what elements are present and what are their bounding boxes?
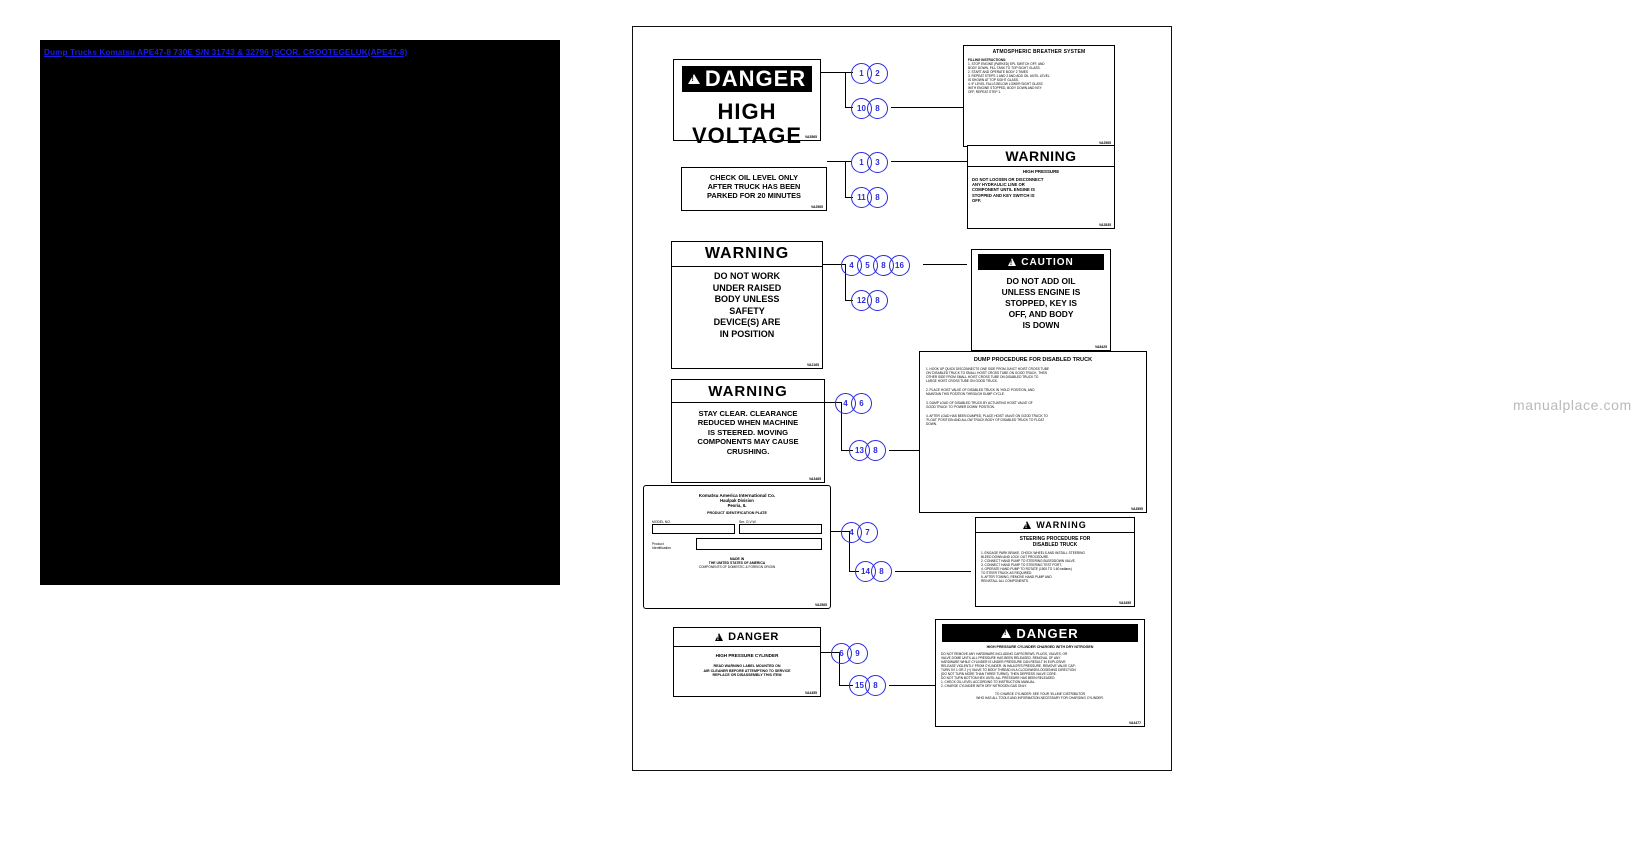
balloon[interactable]: 14	[855, 561, 876, 582]
callout-5[interactable]	[841, 255, 910, 276]
balloon[interactable]: 4	[835, 393, 856, 414]
leader-line	[923, 264, 967, 265]
balloon[interactable]: 16	[889, 255, 910, 276]
balloon[interactable]: 6	[851, 393, 872, 414]
plate-line: 1. STOP ENGINE (PARKED) EPL SWITCH OFF, AND	[968, 62, 1045, 66]
plate-banner-label: CAUTION	[1021, 256, 1074, 268]
plate-line: STOPPED, KEY IS	[1005, 298, 1077, 308]
plate-line: WITH ENGINE STOPPED, BODY DOWN AND KEY	[968, 86, 1042, 90]
warning-triangle-icon	[715, 633, 723, 641]
plate-line: ON 'DISABLED TRUCK TO SMALL HOIST CROSS TUBE ON GOOD TRUCK, THEN	[926, 371, 1047, 375]
nameplate-footer-line: MADE IN	[729, 557, 745, 561]
plate-line: SAFETY	[729, 305, 765, 316]
plate-line: TURN 'IN' 1 OR 2 (+) VALVE TO BODY THREAD IN A CLOCKWISE/LOOSENING DIRECTION	[941, 668, 1076, 672]
plate-line: IS DOWN	[1022, 320, 1060, 330]
plate-banner-label: WARNING	[708, 382, 788, 400]
leader-line	[845, 161, 846, 197]
plate-line: CRUSHING.	[726, 446, 770, 456]
plate-nameplate	[643, 485, 831, 609]
balloon[interactable]: 4	[841, 255, 862, 276]
plate-danger-high-pressure-cylinder	[935, 619, 1145, 727]
plate-line: HARDWARE WHILE CYLINDER IS UNDER PRESSURE CAN RESULT IN EXPLOSIVE	[941, 660, 1066, 664]
nameplate-footer-line: THE UNITED STATES OF AMERICA	[708, 561, 766, 565]
plate-line: DOWN.	[926, 422, 937, 426]
plate-banner-label: WARNING	[1036, 520, 1087, 530]
plate-line: 'FLOAT' POSITION AND ALLOW TRUCK BODY OF DISABLED TRUCK TO FLOAT	[926, 418, 1045, 422]
plate-line: AIR CLEANER BEFORE ATTEMPTING TO SERVICE	[703, 668, 791, 673]
plate-title: ATMOSPHERIC BREATHER SYSTEM	[992, 49, 1086, 55]
plate-line: BLEED DOWN AND LOCK OUT PROCEDURE.	[981, 555, 1050, 559]
balloon[interactable]: 5	[857, 255, 878, 276]
nameplate-subline: PRODUCT IDENTIFICATION PLATE	[707, 511, 767, 515]
part-number: VA2835	[1098, 223, 1111, 227]
plate-line: OFF.	[972, 197, 982, 203]
callout-6[interactable]	[851, 290, 888, 311]
document-preview-pane	[40, 40, 560, 585]
balloon[interactable]: 10	[851, 98, 872, 119]
plate-line: UNLESS ENGINE IS	[1001, 287, 1081, 297]
callout-9[interactable]	[841, 522, 878, 543]
plate-check-oil-level	[681, 167, 827, 211]
part-number: VA8425	[1094, 345, 1107, 349]
nameplate-footer-line: COMPONENTS OF DOMESTIC & FOREIGN ORIGIN	[698, 565, 776, 569]
callout-12[interactable]	[849, 675, 886, 696]
callout-3[interactable]	[851, 152, 888, 173]
plate-line: UNDER RAISED	[712, 282, 782, 293]
balloon[interactable]: 6	[831, 643, 852, 664]
balloon[interactable]: 8	[867, 290, 888, 311]
plate-line: DO NOT REMOVE ANY HARDWARE INCLUDING CAPSCREWS, PLUGS, VALVES, OR	[941, 652, 1068, 656]
plate-line: IN POSITION	[719, 328, 775, 339]
leader-line	[845, 72, 846, 107]
plate-line: GOOD TRUCK TO 'POWER DOWN' POSITION.	[926, 405, 995, 409]
balloon[interactable]: 1	[851, 152, 872, 173]
plate-danger-high-pressure-cylinder-small	[673, 627, 821, 697]
leader-line	[889, 685, 935, 686]
plate-line: READ WARNING LABEL MOUNTED ON	[713, 664, 781, 668]
plate-line: CHECK OIL LEVEL ONLY	[709, 173, 799, 182]
plate-line: 3. REPEAT STEPS 1 AND 2 AND ADD OIL UNTIL LEVEL	[968, 74, 1050, 78]
plate-line: REDUCED WHEN MACHINE	[697, 418, 799, 428]
plate-banner-label: DANGER	[728, 631, 779, 643]
balloon[interactable]: 8	[865, 440, 886, 461]
part-number: VA2165	[806, 363, 819, 367]
nameplate-field-label: MODEL NO.	[652, 520, 671, 524]
plate-line: 5. AFTER TOWING, REMOVE HAND PUMP AND	[981, 575, 1052, 579]
plate-warning-do-not-work	[671, 241, 823, 369]
plate-line: 4. OPERATE HAND PUMP TO ROTATE (1500 TO 1.60 radians)	[981, 567, 1072, 571]
plate-banner-label: WARNING	[704, 245, 790, 262]
callout-1[interactable]	[851, 63, 888, 84]
plate-atmospheric-breather-system	[963, 45, 1115, 147]
plate-line: 3. CONNECT HAND PUMP TO STEERING TEST PORT.	[981, 563, 1062, 567]
plate-banner-label: DANGER	[1016, 625, 1079, 641]
plate-line: DO NOT LOOSEN OR DISCONNECT	[972, 177, 1044, 182]
plate-line: TO CHARGE CYLINDER: SEE YOUR 'IN-LINE' DISTRIBUTOR	[995, 692, 1085, 696]
plate-line: BODY DOWN, FILL TANK TO TOP SIGHT GLASS.	[968, 66, 1041, 70]
part-number: VA2565	[814, 603, 827, 607]
plate-banner-label: WARNING	[1005, 148, 1077, 164]
balloon[interactable]: 8	[871, 561, 892, 582]
plate-title: DUMP PROCEDURE FOR DISABLED TRUCK	[973, 357, 1093, 363]
nameplate-field-label: Product	[652, 542, 664, 546]
callout-7[interactable]	[835, 393, 872, 414]
plate-line: OTHER SIDE FROM SMALL HOIST CROSS TUBE ON DISABLED TRUCK TO	[926, 375, 1039, 379]
plate-line: BODY UNLESS	[714, 294, 780, 305]
part-number: VA2565	[810, 205, 823, 209]
plate-line: 4. IF LEVEL FALLS BELOW LOWER SIGHT GLASS	[968, 82, 1043, 86]
warning-triangle-icon	[1023, 521, 1031, 529]
callout-8[interactable]	[849, 440, 886, 461]
plate-dump-procedure	[919, 351, 1147, 513]
balloon[interactable]: 7	[857, 522, 878, 543]
nameplate-field-label: Identification	[652, 546, 672, 550]
plate-subtitle: FILLING INSTRUCTIONS:	[968, 58, 1007, 62]
warning-triangle-icon	[688, 74, 700, 84]
part-number: VA3465	[808, 477, 821, 481]
plate-line: 2. CHARGE CYLINDER WITH DRY NITROGEN GAS ONLY.	[941, 684, 1027, 688]
balloon[interactable]: 8	[867, 187, 888, 208]
callout-4[interactable]	[851, 187, 888, 208]
plate-line: DO NOT TURN BOTTOM HEX UNTIL ALL PRESSURE HAS BEEN RELEASED.	[941, 676, 1056, 680]
plate-line: 2. CONNECT HAND PUMP TO STEERING BLEEDDOWN VALVE.	[981, 559, 1076, 563]
balloon[interactable]: 2	[867, 63, 888, 84]
leader-line	[895, 571, 971, 572]
plate-warning-high-pressure	[967, 145, 1115, 229]
part-number: VA2565	[1098, 141, 1111, 145]
leader-line	[891, 107, 963, 108]
plate-title: STEERING PROCEDURE FOR	[1019, 536, 1091, 542]
part-number: VA3555	[1130, 507, 1143, 511]
nameplate-field-value[interactable]	[696, 538, 822, 550]
part-number: VA3455	[1118, 601, 1131, 605]
balloon[interactable]: 1	[851, 63, 872, 84]
plate-line: TO STEER TRUCK AS REQUIRED.	[981, 571, 1033, 575]
plate-line: RELEASE VIOLENTLY FROM CYLINDER. IN HAULER'S PRESSURE, REMOVE VALVE CAP;	[941, 664, 1076, 668]
plate-line: STAY CLEAR. CLEARANCE	[698, 409, 798, 418]
plate-line: COMPONENT UNTIL ENGINE IS	[972, 187, 1035, 193]
plate-line: 4. AFTER LOAD HAS BEEN DUMPED, PLACE HOIST VALVE ON GOOD TRUCK TO	[926, 414, 1048, 418]
plate-subtitle: HIGH PRESSURE	[1022, 169, 1060, 174]
plate-line: WHO HAS ALL TOOLS AND INFORMATION NECESSARY FOR CHARGING CYLINDER.	[976, 696, 1104, 700]
nameplate-division: Haulpak Division	[720, 498, 754, 503]
plate-line: 2. PLACE HOIST VALVE OF DISABLED TRUCK IN 'HOLD' POSITION, AND	[926, 388, 1035, 392]
warning-triangle-icon	[1008, 258, 1016, 266]
plate-line: 3. DUMP LOAD OF DISABLED TRUCK BY ACTUATING HOIST VALVE OF	[926, 401, 1033, 405]
plate-line: 1. ENGAGE PARK BRAKE, CHOCK WHEELS AND INSTALL STEERING	[981, 551, 1085, 555]
plate-line: ANY HYDRAULIC LINE OR	[972, 182, 1025, 188]
balloon[interactable]: 9	[847, 643, 868, 664]
leader-line	[821, 72, 845, 73]
balloon[interactable]: 4	[841, 522, 862, 543]
warning-triangle-icon	[1001, 629, 1011, 638]
plate-line: 1. HOOK UP QUICK DISCONNECTS ONE SIDE FROM JUNCT HOIST CROSS TUBE	[926, 367, 1050, 371]
plate-line: OFF, REPEAT STEP 1.	[968, 90, 1001, 94]
callout-2[interactable]	[851, 98, 888, 119]
balloon[interactable]: 11	[851, 187, 872, 208]
plate-line: REINSTALL ALL COMPONENTS.	[981, 579, 1029, 583]
balloon[interactable]: 8	[865, 675, 886, 696]
plate-line: REPLACE OR DISASSEMBLY THIS ITEM	[712, 673, 782, 678]
plate-danger-high-voltage	[673, 59, 821, 148]
callout-10[interactable]	[855, 561, 892, 582]
document-title-link[interactable]: Dump Trucks Komatsu APE47-8 730E S/N 31743 & 32796 (SCOR. CROOTEGELUK(APE47-8)	[44, 48, 408, 57]
leader-line	[891, 161, 967, 162]
plate-line: IS SHOWN AT TOP SIGHT GLASS.	[968, 78, 1019, 82]
plate-line: MAINTAIN THIS POSITION THROUGH DUMP CYCLE.	[926, 392, 1005, 396]
nameplate-field-label: Ser. G.V.W.	[739, 520, 757, 524]
balloon[interactable]: 13	[849, 440, 870, 461]
part-number: VA4455	[804, 691, 817, 695]
part-number: VA3565	[804, 135, 817, 139]
plate-line: 2. START AND OPERATE BODY 2 TIMES	[968, 70, 1029, 74]
part-number: VA4477	[1128, 721, 1141, 725]
plate-caution-do-not-add-oil	[971, 249, 1111, 351]
callout-11[interactable]	[831, 643, 868, 664]
nameplate-company: Komatsu America International Co.	[698, 493, 776, 498]
plate-warning-stay-clear	[671, 379, 825, 483]
nameplate-field-value[interactable]	[739, 524, 822, 534]
drawing-sheet	[632, 26, 1632, 771]
plate-line: LARGE HOIST CROSS TUBE ON GOOD TRUCK.	[926, 379, 998, 383]
plate-banner-label: DANGER	[704, 66, 807, 91]
plate-title: HIGH PRESSURE CYLINDER CHARGED WITH DRY NITROGEN	[986, 645, 1094, 649]
plate-line: DO NOT ADD OIL	[1006, 276, 1076, 286]
nameplate-field-value[interactable]	[652, 524, 735, 534]
plate-subtitle: HIGH PRESSURE CYLINDER	[715, 653, 779, 658]
plate-line: COMPONENTS MAY CAUSE	[697, 437, 799, 447]
plate-line: DO NOT WORK	[714, 271, 780, 281]
plate-line: OFF, AND BODY	[1008, 309, 1074, 319]
plate-line: AFTER TRUCK HAS BEEN	[707, 182, 801, 191]
balloon[interactable]: 8	[867, 98, 888, 119]
leader-line	[889, 450, 919, 451]
plate-line: STOPPED AND KEY SWITCH IS	[972, 192, 1035, 198]
balloon[interactable]: 3	[867, 152, 888, 173]
plate-line: (DO NOT TURN MORE THAN THREE TURNS). THEN DEPRESS VALVE CORE.	[941, 672, 1057, 676]
leader-line	[827, 161, 851, 162]
plate-line: HIGH VOLTAGE	[691, 99, 803, 148]
nameplate-city: Peoria, IL	[727, 503, 747, 508]
plate-line: DEVICE(S) ARE	[713, 317, 781, 328]
balloon[interactable]: 15	[849, 675, 870, 696]
plate-line: VALVE DOME UNTIL ALL PRESSURE HAS BEEN RELEASED. REMOVAL OF ANY	[941, 656, 1061, 660]
plate-steering-procedure	[975, 517, 1135, 607]
balloon[interactable]: 8	[873, 255, 894, 276]
plate-line: IS STEERED. MOVING	[707, 427, 789, 437]
plate-line: PARKED FOR 20 MINUTES	[707, 191, 801, 200]
plate-line: 1. CHECK OIL LEVEL ACCORDING TO INSTRUCTION MANUAL.	[941, 680, 1036, 684]
balloon[interactable]: 12	[851, 290, 872, 311]
plate-title-2: DISABLED TRUCK	[1032, 542, 1078, 548]
watermark: manualplace.com	[1513, 397, 1632, 413]
